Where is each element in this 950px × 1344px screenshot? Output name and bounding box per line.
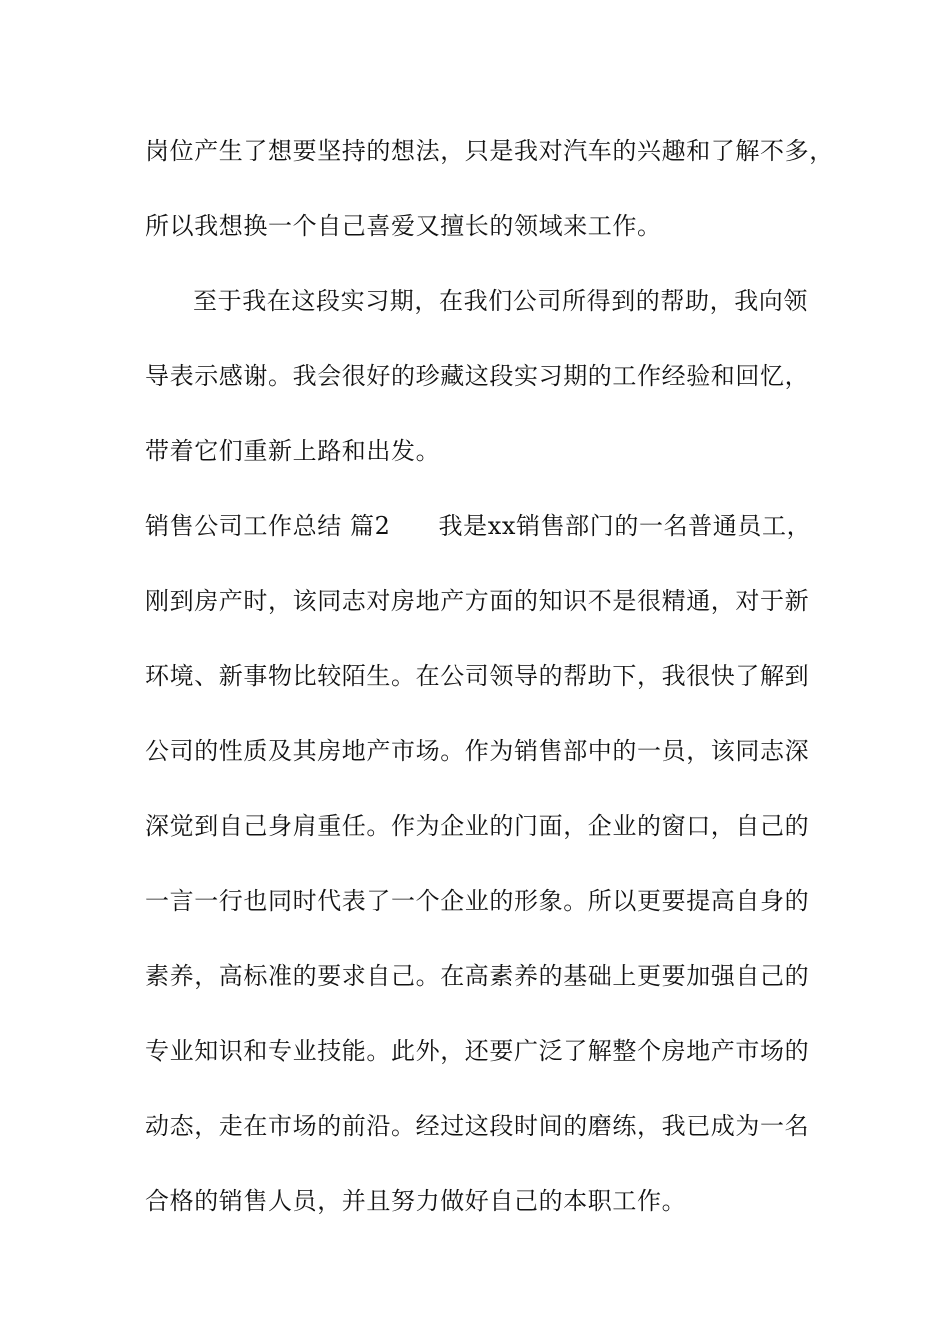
section-line-9: 合格的销售人员，并且努力做好自己的本职工作。 <box>145 1187 687 1215</box>
section-line-2: 环境、新事物比较陌生。在公司领导的帮助下，我很快了解到 <box>145 662 810 690</box>
paragraph-line-4: 导表示感谢。我会很好的珍藏这段实习期的工作经验和回忆， <box>145 362 810 390</box>
section-line-1: 刚到房产时，该同志对房地产方面的知识不是很精通，对于新 <box>145 587 810 615</box>
section-heading: 销售公司工作总结 篇2 <box>145 512 391 540</box>
section-line-7: 专业知识和专业技能。此外，还要广泛了解整个房地产市场的 <box>145 1037 810 1065</box>
section-line-8: 动态，走在市场的前沿。经过这段时间的磨练，我已成为一名 <box>145 1112 810 1140</box>
section-line-5: 一言一行也同时代表了一个企业的形象。所以更要提高自身的 <box>145 887 810 915</box>
section-line-4: 深觉到自己身肩重任。作为企业的门面，企业的窗口，自己的 <box>145 812 810 840</box>
section-line-6: 素养，高标准的要求自己。在高素养的基础上更要加强自己的 <box>145 962 810 990</box>
paragraph-line-1: 岗位产生了想要坚持的想法，只是我对汽车的兴趣和了解不多， <box>145 137 834 165</box>
section-line-3: 公司的性质及其房地产市场。作为销售部中的一员，该同志深 <box>145 737 810 765</box>
paragraph-line-3: 至于我在这段实习期，在我们公司所得到的帮助，我向领 <box>193 287 808 315</box>
section-first-line: 我是xx销售部门的一名普通员工， <box>438 512 812 540</box>
paragraph-line-2: 所以我想换一个自己喜爱又擅长的领域来工作。 <box>145 212 662 240</box>
section-heading-line <box>145 511 825 541</box>
paragraph-line-5: 带着它们重新上路和出发。 <box>145 437 441 465</box>
